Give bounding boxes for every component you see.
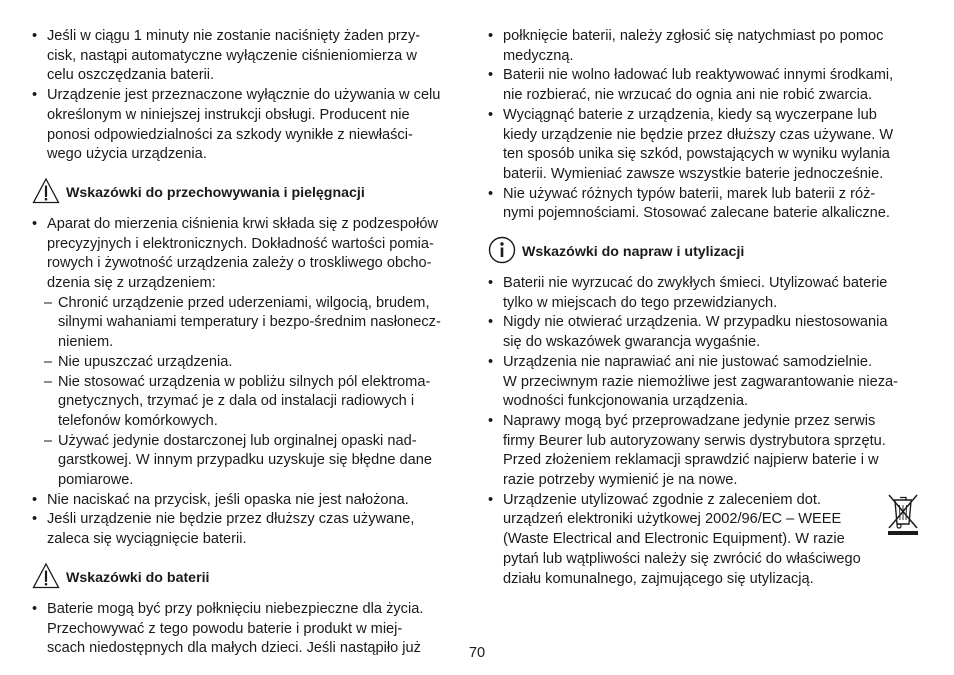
text-line: • Urządzenie jest przeznaczone wyłącznie do używania w celu xyxy=(47,87,441,104)
text-line: ponosi odpowiedzialności za szkody wynikłe z niewłaści- xyxy=(47,126,413,143)
text-line: baterii. Wymieniać zawsze wszystkie baterie jednocześnie. xyxy=(503,165,884,182)
list-item xyxy=(488,412,928,491)
list-item xyxy=(488,185,928,224)
text-line: określonym w niniejszej instrukcji obsługi. Producent nie xyxy=(47,106,410,123)
text-line: • Naprawy mogą być przeprowadzane jedynie przez serwis xyxy=(503,412,876,429)
list-item xyxy=(32,215,464,294)
section-title: Wskazówki do przechowywania i pielęgnacji xyxy=(66,185,365,202)
text-line: działu komunalnego, zajmującego się utylizacją. xyxy=(503,570,814,587)
text-line: Przechowywać z tego powodu baterie i produkt w miej- xyxy=(47,620,403,637)
repair-heading xyxy=(488,235,928,265)
text-line: się do wskazówek gwarancja wygaśnie. xyxy=(503,334,761,351)
text-line: – Nie upuszczać urządzenia. xyxy=(58,353,233,370)
list-item-continued xyxy=(488,27,928,66)
list-item xyxy=(32,510,464,549)
text-line: – Nie stosować urządzenia w pobliżu silnych pól elektroma- xyxy=(58,373,431,390)
list-item xyxy=(488,353,928,412)
text-line: celu oszczędzania baterii. xyxy=(47,67,215,84)
sub-list-item xyxy=(32,432,464,491)
text-line: nie rozbierać, nie wrzucać do ognia ani nie robić zwarcia. xyxy=(503,87,873,104)
text-line: • Wyciągnąć baterie z urządzenia, kiedy są wyczerpane lub xyxy=(503,106,877,123)
text-line: • Nie naciskać na przycisk, jeśli opaska nie jest nałożona. xyxy=(47,491,409,508)
storage-heading xyxy=(32,176,464,206)
text-line: • Baterii nie wolno ładować lub reaktywować innymi środkami, xyxy=(503,67,894,84)
battery-list-continued xyxy=(488,27,928,224)
text-line: wego użycia urządzenia. xyxy=(47,146,207,163)
repair-list xyxy=(488,274,928,589)
text-line: telefonów komórkowych. xyxy=(58,412,218,429)
text-line: precyzyjnych i elektronicznych. Dokładność wartości pomia- xyxy=(47,235,434,252)
text-line: • Urządzenia nie naprawiać ani nie justować samodzielnie. xyxy=(503,353,873,370)
text-line: • połknięcie baterii, należy zgłosić się natychmiast po pomoc xyxy=(503,28,884,44)
list-item xyxy=(32,491,464,511)
list-item xyxy=(488,491,928,590)
text-line: – Używać jedynie dostarczonej lub orginalnej opaski nad- xyxy=(58,432,417,449)
text-line: • Jeśli urządzenie nie będzie przez dłuższy czas używane, xyxy=(47,511,415,528)
list-item xyxy=(32,86,464,165)
section-title: Wskazówki do baterii xyxy=(66,570,210,587)
text-line: kiedy urządzenie nie będzie przez dłuższy czas używane. W xyxy=(503,126,894,143)
text-line: – Chronić urządzenie przed uderzeniami, wilgocią, brudem, xyxy=(58,294,430,311)
text-line: • Aparat do mierzenia ciśnienia krwi składa się z podzespołów xyxy=(47,215,438,232)
text-line: medyczną. xyxy=(503,47,574,64)
text-line: rowych i żywotność urządzenia zależy o troskliwego obcho- xyxy=(47,255,432,272)
text-line: urządzeń elektroniki użytkowej 2002/96/EC – WEEE xyxy=(503,511,842,528)
warning-triangle-icon xyxy=(32,562,60,590)
text-line: pytań lub wątpliwości należy się zwrócić do właściwego xyxy=(503,550,861,567)
text-line: dzenia się z urządzeniem: xyxy=(47,275,216,292)
text-line: pomiarowe. xyxy=(58,472,134,489)
sub-list-item xyxy=(32,294,464,353)
text-line: scach niedostępnych dla małych dzieci. Jeśli nastąpiło już xyxy=(47,640,421,657)
info-circle-icon xyxy=(488,236,516,264)
text-line: • Nie używać różnych typów baterii, marek lub baterii z róż- xyxy=(503,185,876,202)
crossed-out-wheelie-bin-icon xyxy=(886,492,920,536)
text-line: • Jeśli w ciągu 1 minuty nie zostanie naciśnięty żaden przy- xyxy=(47,28,421,44)
text-line: nymi pojemnościami. Stosować zalecane baterie alkaliczne. xyxy=(503,205,890,222)
battery-heading xyxy=(32,561,464,591)
text-line: Przed złożeniem reklamacji sprawdzić najpierw baterie i w xyxy=(503,452,879,469)
text-line: tylko w miejscach do tego przewidzianych. xyxy=(503,294,778,311)
text-line: razie potrzeby wymienić je na nowe. xyxy=(503,472,738,489)
list-item xyxy=(488,66,928,105)
text-line: ten sposób unika się szkód, powstających w wyniku wylania xyxy=(503,146,890,163)
page-number: 70 xyxy=(468,645,486,661)
text-line: wodności funkcjonowania urządzenia. xyxy=(503,393,749,410)
warning-triangle-icon xyxy=(32,177,60,205)
list-item xyxy=(488,274,928,313)
list-item xyxy=(488,106,928,185)
text-line: cisk, nastąpi automatyczne wyłączenie ciśnieniomierza w xyxy=(47,47,417,64)
text-line: • Baterii nie wyrzucać do zwykłych śmieci. Utylizować baterie xyxy=(503,275,888,292)
intro-list xyxy=(32,27,464,165)
text-line: firmy Beurer lub autoryzowany serwis dystrybutora sprzętu. xyxy=(503,432,886,449)
sub-list-item xyxy=(32,353,464,373)
text-line: zaleca się wyciągnięcie baterii. xyxy=(47,531,247,548)
list-item xyxy=(32,27,464,86)
text-line: (Waste Electrical and Electronic Equipment). W razie xyxy=(503,531,845,548)
text-line: • Baterie mogą być przy połknięciu niebezpieczne dla życia. xyxy=(47,600,424,617)
storage-list xyxy=(32,215,464,550)
section-title: Wskazówki do napraw i utylizacji xyxy=(522,244,745,261)
text-line: • Nigdy nie otwierać urządzenia. W przypadku niestosowania xyxy=(503,314,888,331)
text-line: gnetycznych, trzymać je z dala od instalacji radiowych i xyxy=(58,393,415,410)
text-line: silnymi wahaniami temperatury i bezpo-średnim nasłonecz- xyxy=(58,314,441,331)
right-column xyxy=(488,27,928,589)
sub-list-item xyxy=(32,373,464,432)
left-column xyxy=(32,27,464,659)
text-line: garstkowej. W innym przypadku uzyskuje się błędne dane xyxy=(58,452,432,469)
text-line: nieniem. xyxy=(58,334,114,351)
text-line: • Urządzenie utylizować zgodnie z zaleceniem dot. xyxy=(503,491,821,508)
list-item xyxy=(488,313,928,352)
text-line: W przeciwnym razie niemożliwe jest zagwarantowanie nieza- xyxy=(503,373,898,390)
